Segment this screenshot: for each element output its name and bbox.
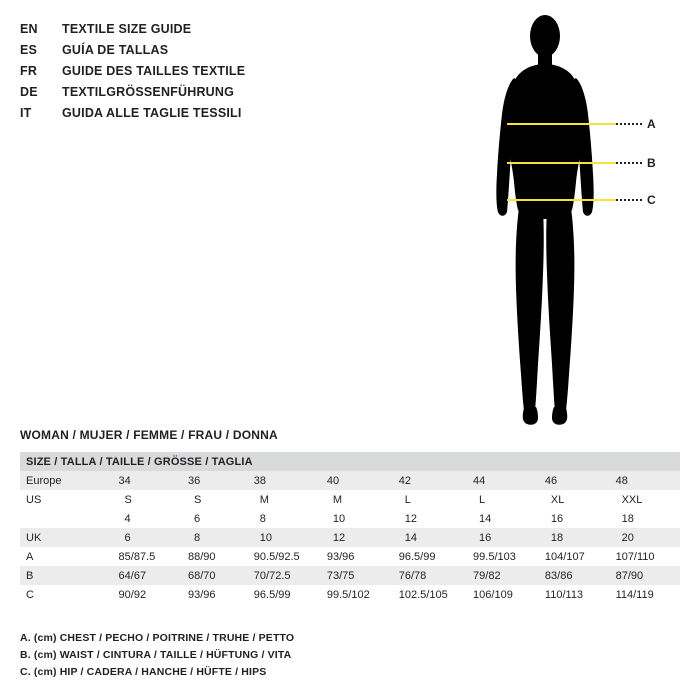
row-value: 18	[539, 528, 610, 547]
row-label: US	[20, 490, 113, 509]
language-title-list	[20, 22, 440, 127]
female-body-figure	[470, 8, 690, 433]
measurement-legend	[20, 632, 294, 683]
row-value: 96.5/99	[393, 547, 467, 566]
row-value: 38	[248, 471, 321, 490]
row-value: L	[393, 490, 467, 509]
row-value: 104/107	[539, 547, 610, 566]
row-value: 46	[539, 471, 610, 490]
row-value: 6	[113, 528, 182, 547]
leader-dots-icon	[616, 199, 642, 201]
table-title: WOMAN / MUJER / FEMME / FRAU / DONNA	[20, 428, 278, 442]
table-header-label: SIZE / TALLA / TAILLE / GRÖSSE / TAGLIA	[20, 452, 680, 471]
table-row	[20, 471, 680, 490]
row-value: S	[113, 490, 182, 509]
marker-a	[616, 118, 656, 130]
language-title: GUIDE DES TAILLES TEXTILE	[62, 64, 246, 78]
row-value: 40	[321, 471, 393, 490]
row-value: 76/78	[393, 566, 467, 585]
row-label	[20, 509, 113, 528]
row-value: 16	[539, 509, 610, 528]
female-silhouette-icon	[470, 8, 690, 433]
legend-waist: B. (cm) WAIST / CINTURA / TAILLE / HÜFTUNG / VITA	[20, 649, 292, 661]
row-value: 93/96	[182, 585, 248, 604]
row-value: 34	[113, 471, 182, 490]
row-value: 68/70	[182, 566, 248, 585]
legend-hip: C. (cm) HIP / CADERA / HANCHE / HÜFTE / HIPS	[20, 666, 267, 678]
row-value: 79/82	[467, 566, 539, 585]
row-value: 90/92	[113, 585, 182, 604]
table-row	[20, 547, 680, 566]
size-table	[20, 452, 680, 604]
row-value: 85/87.5	[113, 547, 182, 566]
row-label: A	[20, 547, 113, 566]
row-value: XL	[539, 490, 610, 509]
row-value: 42	[393, 471, 467, 490]
row-label: B	[20, 566, 113, 585]
marker-b-label: B	[647, 156, 656, 170]
row-value: 14	[467, 509, 539, 528]
row-value: 48	[610, 471, 680, 490]
row-value: 4	[113, 509, 182, 528]
marker-a-label: A	[647, 117, 656, 131]
language-row	[20, 106, 440, 126]
row-value: 6	[182, 509, 248, 528]
row-value: 106/109	[467, 585, 539, 604]
language-row	[20, 64, 440, 84]
table-row	[20, 585, 680, 604]
row-value: 114/119	[610, 585, 680, 604]
table-row	[20, 528, 680, 547]
row-value: 36	[182, 471, 248, 490]
language-row	[20, 85, 440, 105]
row-value: 93/96	[321, 547, 393, 566]
legend-chest: A. (cm) CHEST / PECHO / POITRINE / TRUHE / PETTO	[20, 632, 295, 644]
row-value: 10	[321, 509, 393, 528]
marker-c-label: C	[647, 193, 656, 207]
row-value: 99.5/102	[321, 585, 393, 604]
row-value: 20	[610, 528, 680, 547]
row-value: M	[248, 490, 321, 509]
row-value: 70/72.5	[248, 566, 321, 585]
row-value: 99.5/103	[467, 547, 539, 566]
language-code: DE	[20, 85, 38, 99]
row-value: 16	[467, 528, 539, 547]
row-value: 14	[393, 528, 467, 547]
language-code: FR	[20, 64, 38, 78]
language-code: IT	[20, 106, 32, 120]
row-label: C	[20, 585, 113, 604]
table-header-row	[20, 452, 680, 471]
row-value: 90.5/92.5	[248, 547, 321, 566]
row-value: S	[182, 490, 248, 509]
language-title: TEXTILE SIZE GUIDE	[62, 22, 192, 36]
language-title: GUIDA ALLE TAGLIE TESSILI	[62, 106, 242, 120]
marker-c	[616, 194, 656, 206]
row-value: 12	[321, 528, 393, 547]
table-row	[20, 509, 680, 528]
row-value: 88/90	[182, 547, 248, 566]
row-value: 107/110	[610, 547, 680, 566]
row-value: 44	[467, 471, 539, 490]
row-value: 8	[182, 528, 248, 547]
marker-b	[616, 157, 656, 169]
leader-dots-icon	[616, 162, 642, 164]
row-value: 110/113	[539, 585, 610, 604]
row-value: 96.5/99	[248, 585, 321, 604]
row-value: M	[321, 490, 393, 509]
row-value: 73/75	[321, 566, 393, 585]
language-title: TEXTILGRÖSSENFÜHRUNG	[62, 85, 235, 99]
row-label: Europe	[20, 471, 113, 490]
leader-dots-icon	[616, 123, 642, 125]
row-label: UK	[20, 528, 113, 547]
language-code: ES	[20, 43, 38, 57]
row-value: 64/67	[113, 566, 182, 585]
row-value: 10	[248, 528, 321, 547]
table-row	[20, 566, 680, 585]
language-row	[20, 22, 440, 42]
row-value: 12	[393, 509, 467, 528]
row-value: XXL	[610, 490, 680, 509]
row-value: 8	[248, 509, 321, 528]
row-value: 83/86	[539, 566, 610, 585]
language-code: EN	[20, 22, 38, 36]
language-title: GUÍA DE TALLAS	[62, 43, 169, 57]
table-row	[20, 490, 680, 509]
language-row	[20, 43, 440, 63]
row-value: 102.5/105	[393, 585, 467, 604]
row-value: 18	[610, 509, 680, 528]
row-value: L	[467, 490, 539, 509]
row-value: 87/90	[610, 566, 680, 585]
